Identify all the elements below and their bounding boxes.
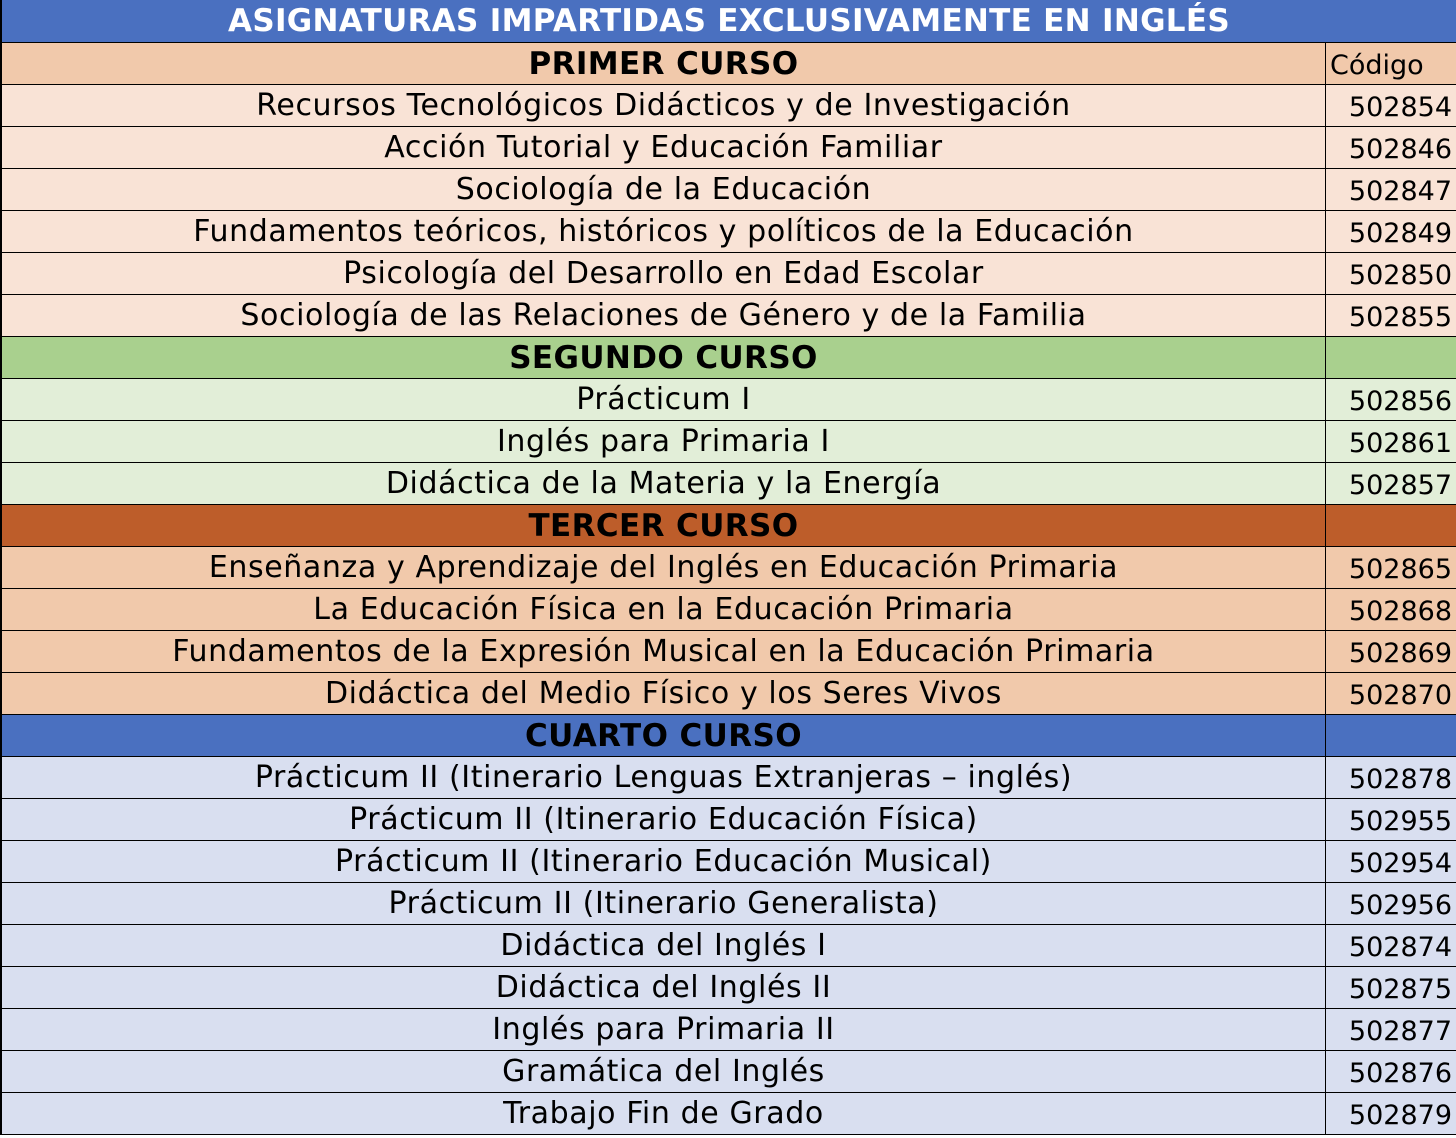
subject-code: 502877 <box>1348 1016 1452 1047</box>
subject-name: Enseñanza y Aprendizaje del Inglés en Educación Primaria <box>2 547 1326 588</box>
table-row <box>2 253 1456 295</box>
subject-name: Psicología del Desarrollo en Edad Escolar <box>2 253 1326 294</box>
subject-code: 502861 <box>1348 428 1452 459</box>
table-row <box>2 295 1456 337</box>
table-row <box>2 841 1456 883</box>
subject-code: 502954 <box>1348 848 1452 879</box>
subject-name: Didáctica del Inglés I <box>2 925 1326 966</box>
subject-name: Prácticum II (Itinerario Educación Musical) <box>2 841 1326 882</box>
subject-name: Prácticum II (Itinerario Educación Física) <box>2 799 1326 840</box>
subject-code: 502955 <box>1348 806 1452 837</box>
table-title: ASIGNATURAS IMPARTIDAS EXCLUSIVAMENTE EN INGLÉS <box>2 0 1456 43</box>
subject-name: Prácticum II (Itinerario Generalista) <box>2 883 1326 924</box>
table-row <box>2 169 1456 211</box>
subject-name: Sociología de la Educación <box>2 169 1326 210</box>
section-heading: PRIMER CURSO <box>2 43 1326 84</box>
code-column-header: Código <box>1330 50 1424 81</box>
subject-name: Prácticum II (Itinerario Lenguas Extranjeras – inglés) <box>2 757 1326 798</box>
subject-code: 502878 <box>1348 764 1452 795</box>
table-row <box>2 967 1456 1009</box>
subject-name: Prácticum I <box>2 379 1326 420</box>
subject-code: 502869 <box>1348 638 1452 669</box>
table-row <box>2 463 1456 505</box>
subject-name: Acción Tutorial y Educación Familiar <box>2 127 1326 168</box>
subject-code: 502868 <box>1348 596 1452 627</box>
table-row <box>2 589 1456 631</box>
table-row <box>2 757 1456 799</box>
subject-code: 502857 <box>1348 470 1452 501</box>
subject-name: Gramática del Inglés <box>2 1051 1326 1092</box>
subject-code: 502849 <box>1348 218 1452 249</box>
subject-code: 502854 <box>1348 92 1452 123</box>
subject-name: La Educación Física en la Educación Primaria <box>2 589 1326 630</box>
subject-code: 502846 <box>1348 134 1452 165</box>
table-row <box>2 925 1456 967</box>
empty-code-cell <box>1326 505 1456 546</box>
subject-name: Inglés para Primaria I <box>2 421 1326 462</box>
subject-name: Inglés para Primaria II <box>2 1009 1326 1050</box>
subject-name: Trabajo Fin de Grado <box>2 1093 1326 1134</box>
subject-code: 502865 <box>1348 554 1452 585</box>
subject-name: Didáctica del Inglés II <box>2 967 1326 1008</box>
table-row <box>2 631 1456 673</box>
subject-code: 502875 <box>1348 974 1452 1005</box>
subject-code: 502850 <box>1348 260 1452 291</box>
table-row <box>2 547 1456 589</box>
subject-code: 502855 <box>1348 302 1452 333</box>
table-row <box>2 1051 1456 1093</box>
section-header-tercer <box>2 505 1456 547</box>
subject-code: 502870 <box>1348 680 1452 711</box>
section-header-primer <box>2 43 1456 85</box>
section-heading: CUARTO CURSO <box>2 715 1326 756</box>
table-row <box>2 85 1456 127</box>
subject-name: Didáctica de la Materia y la Energía <box>2 463 1326 504</box>
subject-name: Fundamentos teóricos, históricos y políticos de la Educación <box>2 211 1326 252</box>
subject-name: Sociología de las Relaciones de Género y de la Familia <box>2 295 1326 336</box>
empty-code-cell <box>1326 715 1456 756</box>
table-row <box>2 211 1456 253</box>
section-heading: TERCER CURSO <box>2 505 1326 546</box>
subject-code: 502856 <box>1348 386 1452 417</box>
subject-code: 502876 <box>1348 1058 1452 1089</box>
table-row <box>2 1009 1456 1051</box>
table-row <box>2 1093 1456 1135</box>
section-header-segundo <box>2 337 1456 379</box>
subject-code: 502879 <box>1348 1100 1452 1131</box>
table-row <box>2 421 1456 463</box>
section-header-cuarto <box>2 715 1456 757</box>
table-row <box>2 883 1456 925</box>
empty-code-cell <box>1326 337 1456 378</box>
subject-code: 502956 <box>1348 890 1452 921</box>
subject-name: Didáctica del Medio Físico y los Seres Vivos <box>2 673 1326 714</box>
subject-name: Recursos Tecnológicos Didácticos y de Investigación <box>2 85 1326 126</box>
subject-name: Fundamentos de la Expresión Musical en la Educación Primaria <box>2 631 1326 672</box>
table-row <box>2 127 1456 169</box>
table-row <box>2 673 1456 715</box>
section-heading: SEGUNDO CURSO <box>2 337 1326 378</box>
subject-code: 502847 <box>1348 176 1452 207</box>
subject-code: 502874 <box>1348 932 1452 963</box>
table-row <box>2 799 1456 841</box>
table-row <box>2 379 1456 421</box>
